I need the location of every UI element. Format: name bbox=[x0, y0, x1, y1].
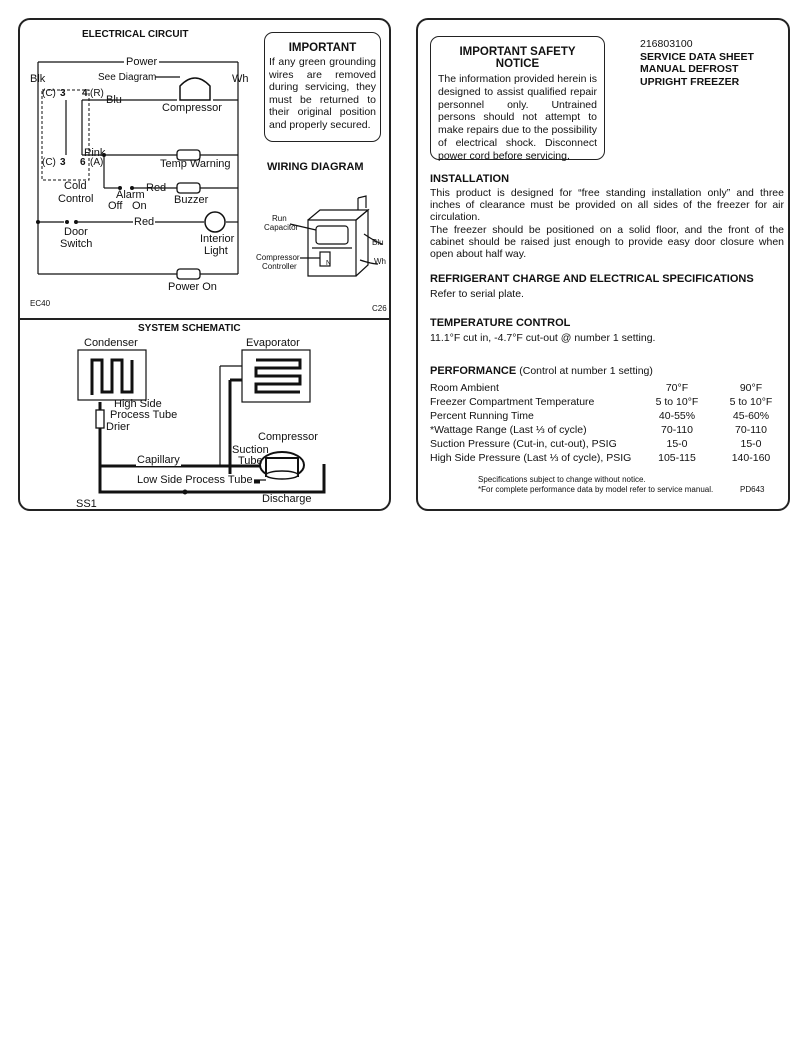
interior-label: Interior bbox=[200, 233, 235, 245]
row-value-70: 105-115 bbox=[658, 452, 696, 464]
c-bottom-label: (C) bbox=[42, 157, 56, 168]
refrigerant-title: REFRIGERANT CHARGE AND ELECTRICAL SPECIFICATIONS bbox=[430, 273, 754, 285]
power-label: Power bbox=[126, 56, 158, 68]
table-row bbox=[428, 381, 788, 395]
header-line-2: MANUAL DEFROST bbox=[640, 63, 739, 75]
discharge-label: Discharge bbox=[262, 493, 312, 505]
alarm-label: Alarm bbox=[116, 189, 145, 201]
suction-label-2: Tube bbox=[238, 455, 263, 467]
ec40-code: EC40 bbox=[30, 299, 51, 308]
on-label: On bbox=[132, 200, 147, 212]
row-label: Freezer Compartment Temperature bbox=[430, 396, 595, 408]
performance-heading bbox=[430, 365, 653, 377]
cold-label: Cold bbox=[64, 180, 87, 192]
temperature-control-title: TEMPERATURE CONTROL bbox=[430, 317, 571, 329]
switch-label: Switch bbox=[60, 238, 93, 250]
wiring-diagram-title: WIRING DIAGRAM bbox=[267, 161, 364, 173]
row-label: Percent Running Time bbox=[430, 410, 534, 422]
a-label: (A) bbox=[90, 157, 104, 168]
wiring-wh-label: Wh bbox=[374, 257, 386, 266]
c-top-label: (C) bbox=[42, 88, 56, 99]
high-side-label-2: Process Tube bbox=[110, 409, 178, 421]
low-side-process-tube-label: Low Side Process Tube bbox=[137, 474, 253, 486]
light-label: Light bbox=[204, 245, 228, 257]
evaporator-label: Evaporator bbox=[246, 337, 300, 349]
terminal-6: 6 bbox=[80, 157, 86, 168]
row-value-70: 70-110 bbox=[661, 424, 693, 436]
row-value-70: 40-55% bbox=[658, 410, 696, 422]
run-capacitor-label-2: Capacitor bbox=[264, 223, 299, 232]
spec-note-2: *For complete performance data by model refer to service manual. bbox=[478, 485, 714, 494]
door-label: Door bbox=[64, 226, 88, 238]
table-row bbox=[428, 395, 788, 409]
condenser-label: Condenser bbox=[84, 337, 138, 349]
important-title: IMPORTANT bbox=[288, 42, 357, 54]
safety-notice-body: The information provided herein is designed to assist qualified repair personnel only. Untrained persons should not attempt to make repairs due to the possibility of electrical shock. Disconnect power cord before servicing. bbox=[438, 73, 597, 162]
row-value-90: 90°F bbox=[739, 382, 763, 394]
important-body: If any green grounding wires are removed during servicing, they must be returned to their original position and properly secured. bbox=[269, 56, 376, 131]
performance-subtitle: (Control at number 1 setting) bbox=[519, 365, 653, 377]
table-row bbox=[428, 437, 788, 451]
electrical-circuit-title: ELECTRICAL CIRCUIT bbox=[82, 29, 189, 40]
r-label: (R) bbox=[90, 88, 104, 99]
wh-label: Wh bbox=[232, 73, 249, 85]
red-buzzer-label: Red bbox=[146, 182, 167, 194]
run-capacitor-label-1: Run bbox=[272, 214, 287, 223]
installation-paragraph-2: The freezer should be positioned on a solid floor, and the front of the cabinet should be raised just enough to provide easy door closure when open about half way. bbox=[430, 224, 784, 260]
row-label: *Wattage Range (Last ⅓ of cycle) bbox=[430, 424, 587, 436]
safety-notice-box bbox=[430, 36, 605, 160]
table-row bbox=[428, 423, 788, 437]
performance-table bbox=[428, 381, 788, 465]
terminal-4: 4 bbox=[82, 88, 88, 99]
temp-warning-label: Temp Warning bbox=[160, 158, 231, 170]
row-value-90: 15-0 bbox=[740, 438, 762, 450]
suction-label-1: Suction bbox=[232, 444, 269, 456]
wiring-blu-label: Blu bbox=[372, 238, 384, 247]
compressor-label: Compressor bbox=[162, 102, 222, 114]
terminal-3-top: 3 bbox=[60, 88, 66, 99]
wiring-n-label: N bbox=[326, 260, 332, 267]
sheet-header bbox=[640, 38, 754, 88]
c26-code: C26 bbox=[372, 304, 387, 313]
compressor-controller-label-1: Compressor bbox=[256, 253, 300, 262]
right-panel bbox=[416, 18, 790, 511]
ss1-label: SS1 bbox=[76, 498, 97, 510]
temperature-control-body: 11.1°F cut in, -4.7°F cut-out @ number 1 setting. bbox=[430, 332, 656, 344]
header-line-1: SERVICE DATA SHEET bbox=[640, 50, 754, 63]
control-label: Control bbox=[58, 193, 94, 205]
part-number: 216803100 bbox=[640, 38, 693, 50]
installation-title: INSTALLATION bbox=[430, 173, 510, 185]
capillary-label: Capillary bbox=[137, 454, 180, 466]
row-value-90: 70-110 bbox=[735, 424, 767, 436]
row-value-90: 45-60% bbox=[732, 410, 770, 422]
drier-label: Drier bbox=[106, 421, 130, 433]
pink-label: Pink bbox=[84, 147, 106, 159]
pd643-code: PD643 bbox=[740, 485, 765, 494]
off-label: Off bbox=[108, 200, 123, 212]
compressor-schematic-label: Compressor bbox=[258, 431, 318, 443]
row-label: Room Ambient bbox=[430, 382, 499, 394]
row-value-70: 5 to 10°F bbox=[655, 396, 699, 408]
table-row bbox=[428, 409, 788, 423]
row-value-90: 140-160 bbox=[731, 452, 771, 464]
installation-paragraph-1: This product is designed for “free standing installation only” and three inches of clearance must be provided on all sides of the freezer for air circulation. bbox=[430, 187, 784, 223]
spec-note-1: Specifications subject to change without notice. bbox=[478, 475, 646, 484]
system-schematic-title: SYSTEM SCHEMATIC bbox=[138, 323, 241, 334]
system-schematic-diagram bbox=[20, 20, 393, 513]
row-value-70: 15-0 bbox=[666, 438, 688, 450]
row-label: Suction Pressure (Cut-in, cut-out), PSIG bbox=[430, 438, 617, 450]
blk-label: Blk bbox=[30, 73, 46, 85]
red-light-label: Red bbox=[134, 216, 155, 228]
performance-title: PERFORMANCE bbox=[430, 365, 517, 377]
table-row bbox=[428, 451, 788, 465]
refrigerant-body: Refer to serial plate. bbox=[430, 288, 524, 300]
blu-label: Blu bbox=[106, 94, 122, 106]
row-value-70: 70°F bbox=[665, 382, 689, 394]
terminal-3-bottom: 3 bbox=[60, 157, 66, 168]
safety-notice-title: IMPORTANT SAFETY NOTICE bbox=[459, 46, 576, 70]
buzzer-label: Buzzer bbox=[174, 194, 209, 206]
see-diagram-label: See Diagram bbox=[98, 72, 157, 83]
power-on-label: Power On bbox=[168, 281, 217, 293]
row-value-90: 5 to 10°F bbox=[729, 396, 773, 408]
high-side-label-1: High Side bbox=[114, 398, 162, 410]
compressor-controller-label-2: Controller bbox=[262, 262, 297, 271]
header-line-3: UPRIGHT FREEZER bbox=[640, 75, 740, 88]
left-panel bbox=[18, 18, 391, 511]
row-label: High Side Pressure (Last ⅓ of cycle), PSIG bbox=[430, 452, 632, 464]
